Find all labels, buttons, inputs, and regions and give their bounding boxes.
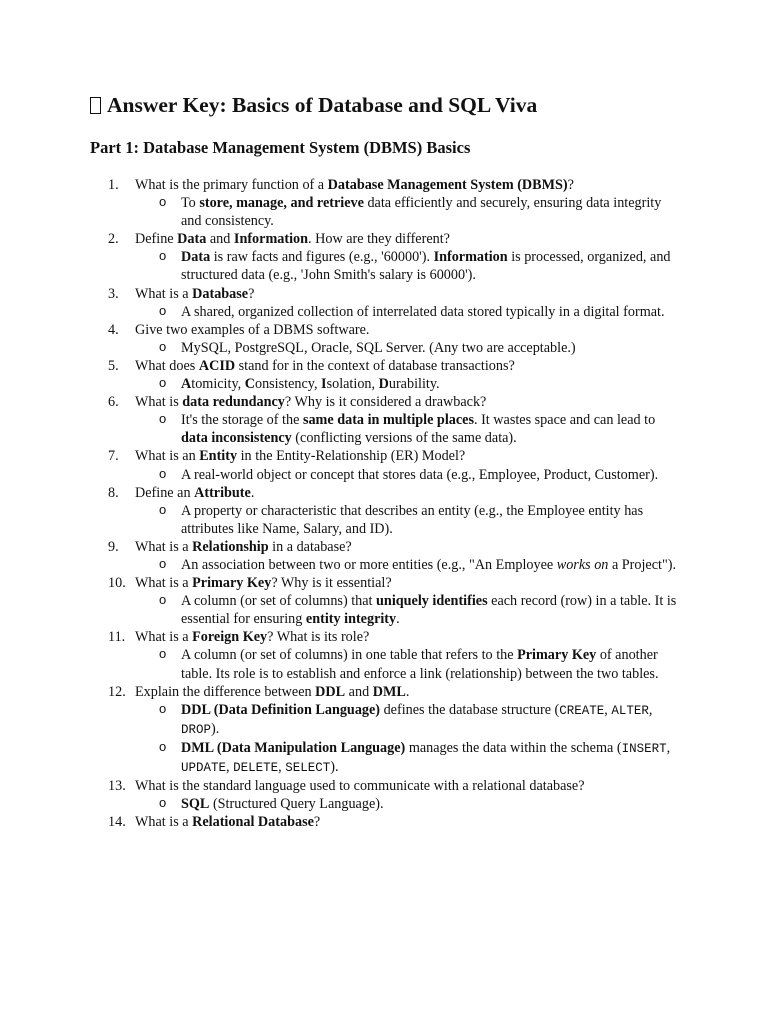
text-run: ? [313, 814, 321, 831]
bold-text: DDL [315, 683, 346, 700]
answer-text [181, 795, 681, 813]
text-run: solation, [326, 376, 379, 393]
question-item [0, 628, 768, 682]
text-run: and [206, 231, 234, 248]
answer-list [0, 339, 768, 357]
text-run: ). [330, 759, 339, 775]
bold-text: Data [181, 249, 211, 266]
text-run: , [226, 759, 234, 775]
answer-list [0, 701, 768, 777]
code-text: DELETE [233, 761, 279, 775]
bullet-icon: o [159, 248, 167, 264]
page-title [90, 93, 537, 118]
code-text: DROP [181, 722, 212, 737]
text-run: A property or characteristic that describes an entity (e.g., the Employee entity has attributes like Name, Salary, and ID). [181, 502, 644, 537]
text-run: of another table. Its role is to establish and enforce a link (relationship) between the two tables. [181, 647, 659, 682]
question-item [0, 321, 768, 357]
text-run: data efficiently and securely, ensuring data integrity and consistency. [181, 195, 662, 230]
question-text [135, 447, 695, 465]
text-run: ? Why is it essential? [271, 575, 392, 592]
question-text [135, 813, 695, 831]
text-run: manages the data within the schema ( [405, 739, 622, 756]
question-item [0, 230, 768, 284]
question-number: 10. [108, 575, 126, 592]
text-run: What is a [135, 629, 193, 646]
answer-item [0, 466, 768, 484]
text-run: What is an [135, 448, 200, 465]
answer-item [0, 646, 768, 682]
question-number: 8. [108, 484, 119, 501]
bullet-icon: o [159, 555, 167, 571]
text-run: (Structured Query Language). [209, 796, 384, 813]
question-number: 6. [108, 394, 119, 411]
answer-list [0, 466, 768, 484]
bold-text: Primary Key [517, 647, 597, 664]
answer-list [0, 303, 768, 321]
question-item [0, 777, 768, 813]
text-run: What is [135, 394, 183, 411]
text-run: , [604, 701, 612, 718]
text-run: What is a [135, 285, 193, 302]
question-number: 1. [108, 177, 119, 193]
text-run: What is a [135, 538, 193, 555]
text-run: Explain the difference between [135, 683, 316, 700]
question-text [135, 393, 695, 411]
text-run: A column (or set of columns) in one table that refers to the [181, 647, 518, 664]
answer-item [0, 592, 768, 628]
question-item [0, 813, 768, 831]
answer-item [0, 795, 768, 813]
text-run: a Project"). [608, 556, 677, 573]
text-run: (conflicting versions of the same data). [291, 430, 517, 447]
text-run: and [345, 683, 373, 700]
question-text [135, 321, 695, 339]
answer-item [0, 701, 768, 739]
answer-item [0, 556, 768, 574]
text-run: tomicity, [191, 376, 245, 393]
text-run: stand for in the context of database transactions? [235, 357, 515, 374]
question-number: 12. [108, 683, 126, 700]
text-run: MySQL, PostgreSQL, Oracle, SQL Server. (Any two are acceptable.) [181, 339, 576, 356]
text-run: in a database? [268, 538, 352, 555]
question-text [135, 484, 695, 502]
bold-text: Foreign Key [192, 629, 268, 646]
bullet-icon: o [159, 302, 167, 318]
section-heading: Part 1: Database Management System (DBMS) Basics [90, 138, 471, 157]
bold-text: Information [233, 231, 309, 248]
text-run: . [405, 683, 410, 700]
answer-text [181, 739, 681, 777]
text-run: , [278, 759, 286, 775]
code-text: ALTER [611, 703, 649, 718]
answer-text [181, 375, 681, 393]
text-run: Define [135, 231, 178, 248]
question-text [135, 628, 695, 646]
text-run: Give two examples of a DBMS software. [135, 321, 370, 338]
bold-text: entity integrity [305, 611, 397, 628]
bold-text: Data [177, 231, 207, 248]
bold-text: DML (Data Manipulation Language) [181, 739, 406, 756]
answer-list [0, 375, 768, 393]
answer-list [0, 502, 768, 538]
answer-item [0, 248, 768, 284]
question-number: 3. [108, 285, 119, 302]
bullet-icon: o [159, 194, 167, 210]
answer-text [181, 194, 681, 230]
question-text [135, 285, 695, 303]
text-run: , [666, 739, 671, 756]
answer-text [181, 646, 681, 682]
answer-item [0, 194, 768, 230]
question-item [0, 447, 768, 483]
bold-text: Database Management System (DBMS) [327, 177, 568, 193]
bold-text: Information [433, 249, 508, 266]
bold-text: I [321, 376, 327, 393]
bullet-icon: o [159, 795, 167, 811]
text-run: . It wastes space and can lead to [473, 412, 656, 429]
answer-text [181, 303, 681, 321]
question-text [135, 777, 695, 795]
answer-text [181, 466, 681, 484]
question-number: 14. [108, 814, 126, 831]
question-number: 5. [108, 357, 119, 374]
text-run: , [648, 701, 653, 718]
question-number: 11. [108, 629, 126, 646]
text-run: ? What is its role? [267, 629, 370, 646]
bold-text: Entity [199, 448, 238, 465]
bullet-icon: o [159, 592, 167, 608]
text-run: . [396, 611, 400, 628]
question-number: 9. [108, 538, 119, 555]
question-item [0, 683, 768, 777]
question-item [0, 574, 768, 628]
text-run: Define an [135, 484, 195, 501]
question-item [0, 484, 768, 538]
answer-text [181, 248, 681, 284]
bold-text: DML [372, 683, 406, 700]
page-title-text: Answer Key: Basics of Database and SQL Viva [107, 93, 538, 117]
missing-glyph-icon [90, 97, 101, 114]
text-run: ? [567, 177, 574, 193]
text-run: What is the primary function of a [135, 177, 328, 193]
question-number: 13. [108, 778, 126, 795]
answer-list [0, 646, 768, 682]
answer-list [0, 411, 768, 447]
bold-text: same data in multiple places [302, 412, 474, 429]
answer-text [181, 701, 681, 739]
bullet-icon: o [159, 338, 167, 354]
bold-text: ACID [198, 357, 236, 374]
bold-text: Relationship [192, 538, 269, 555]
question-text [135, 538, 695, 556]
bold-text: D [378, 376, 389, 393]
bullet-icon: o [159, 700, 167, 716]
bold-text: Primary Key [192, 575, 272, 592]
answer-list [0, 194, 768, 230]
text-run: urability. [388, 376, 440, 393]
answer-item [0, 375, 768, 393]
question-text [135, 574, 695, 592]
text-run: . How are they different? [308, 231, 450, 248]
answer-text [181, 592, 681, 628]
text-run: . [250, 484, 255, 501]
text-run: is processed, organized, and structured data (e.g., 'John Smith's salary is 60000'). [181, 249, 671, 284]
text-run: is raw facts and figures (e.g., '60000'). [210, 249, 434, 266]
answer-item [0, 339, 768, 357]
question-text [135, 683, 695, 701]
bold-text: SQL [181, 796, 210, 813]
bullet-icon: o [159, 738, 167, 754]
question-number: 7. [108, 448, 119, 465]
bullet-icon: o [159, 465, 167, 481]
code-text: UPDATE [181, 761, 227, 775]
answer-text [181, 502, 681, 538]
answer-item [0, 411, 768, 447]
bold-text: A [181, 376, 192, 393]
bold-text: Attribute [194, 484, 251, 501]
text-run: A shared, organized collection of interrelated data stored typically in a digital format. [181, 303, 665, 320]
bullet-icon: o [159, 646, 167, 662]
text-run: To [181, 195, 200, 212]
bold-text: C [244, 376, 255, 393]
text-run: defines the database structure ( [380, 701, 560, 718]
answer-item [0, 303, 768, 321]
answer-item [0, 502, 768, 538]
text-run: What does [135, 357, 199, 374]
bullet-icon: o [159, 375, 167, 391]
question-list [0, 176, 768, 831]
answer-text [181, 339, 681, 357]
text-run: A real-world object or concept that stores data (e.g., Employee, Product, Customer). [181, 466, 659, 483]
code-text: CREATE [559, 703, 605, 718]
text-run: ? [248, 285, 255, 302]
text-run: What is the standard language used to communicate with a relational database? [135, 778, 585, 795]
question-item [0, 393, 768, 447]
bold-text: Database [192, 285, 249, 302]
answer-item [0, 739, 768, 777]
answer-list [0, 556, 768, 574]
text-run: ). [211, 720, 220, 737]
question-item [0, 357, 768, 393]
answer-list [0, 248, 768, 284]
text-run: A column (or set of columns) that [181, 593, 377, 610]
text-run: onsistency, [254, 376, 322, 393]
text-run: What is a [135, 575, 193, 592]
bullet-icon: o [159, 501, 167, 517]
text-run: What is a [135, 814, 193, 831]
bold-text: uniquely identifies [376, 593, 488, 610]
question-item [0, 538, 768, 574]
question-item [0, 285, 768, 321]
answer-text [181, 411, 681, 447]
answer-list [0, 795, 768, 813]
question-number: 2. [108, 231, 119, 248]
bold-text: data redundancy [182, 394, 285, 411]
question-text [135, 230, 695, 248]
text-run: It's the storage of the [181, 412, 303, 429]
answer-list [0, 592, 768, 628]
bullet-icon: o [159, 411, 167, 427]
question-text [135, 176, 695, 194]
bold-text: DDL (Data Definition Language) [181, 701, 381, 718]
text-run: An association between two or more entities (e.g., "An Employee [181, 556, 557, 573]
bold-text: Relational Database [192, 814, 314, 831]
answer-text [181, 556, 681, 574]
italic-text: works on [556, 556, 609, 573]
code-text: SELECT [285, 761, 331, 775]
question-item [0, 176, 768, 230]
question-number: 4. [108, 321, 119, 338]
text-run: in the Entity-Relationship (ER) Model? [237, 448, 466, 465]
question-text [135, 357, 695, 375]
text-run: ? Why is it considered a drawback? [284, 394, 487, 411]
bold-text: data inconsistency [181, 430, 292, 447]
code-text: INSERT [621, 741, 667, 756]
text-run: each record (row) in a table. It is essential for ensuring [181, 593, 677, 628]
bold-text: store, manage, and retrieve [199, 195, 364, 212]
